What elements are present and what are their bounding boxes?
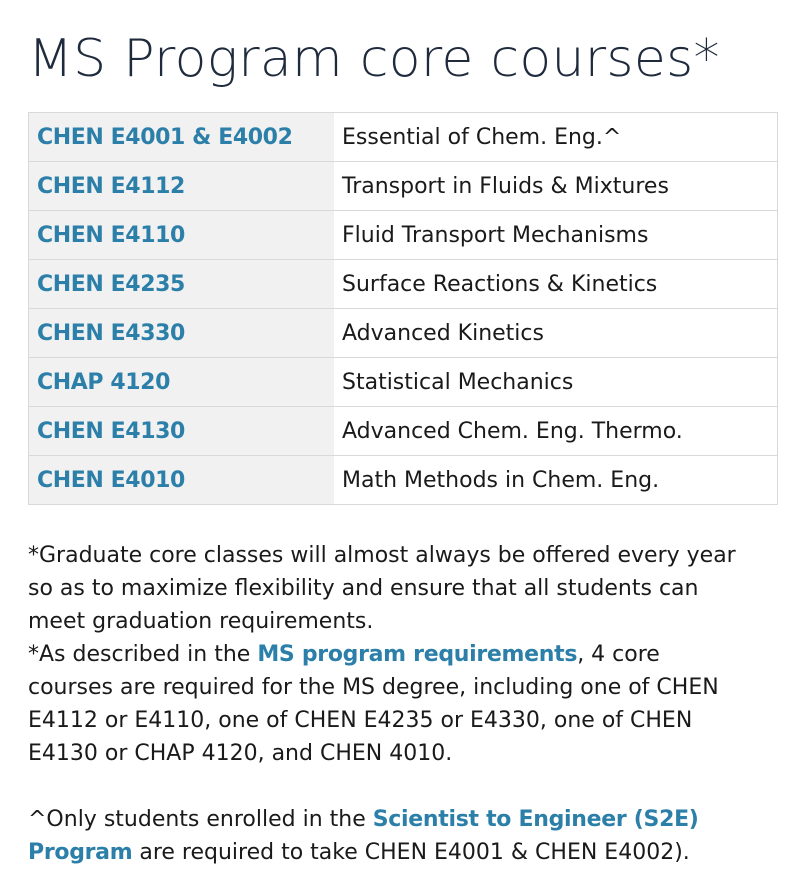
course-name: Advanced Kinetics (334, 309, 778, 358)
notes-section (28, 539, 748, 869)
course-code: CHAP 4120 (29, 358, 335, 407)
spacer (28, 770, 748, 803)
note-s2e (28, 803, 748, 869)
course-code: CHEN E4130 (29, 407, 335, 456)
course-code: CHEN E4001 & E4002 (29, 113, 335, 162)
course-code: CHEN E4010 (29, 456, 335, 505)
course-code: CHEN E4112 (29, 162, 335, 211)
table-row (29, 162, 778, 211)
course-name: Advanced Chem. Eng. Thermo. (334, 407, 778, 456)
table-row (29, 456, 778, 505)
note-ms-requirements (28, 638, 748, 770)
s2e-program-link[interactable]: Scientist to Engineer (S2E) Program (28, 807, 699, 865)
table-row (29, 309, 778, 358)
course-name: Math Methods in Chem. Eng. (334, 456, 778, 505)
ms-program-requirements-link[interactable]: MS program requirements (257, 642, 578, 667)
course-name: Essential of Chem. Eng.^ (334, 113, 778, 162)
course-name: Transport in Fluids & Mixtures (334, 162, 778, 211)
course-name: Fluid Transport Mechanisms (334, 211, 778, 260)
table-row (29, 260, 778, 309)
course-code: CHEN E4110 (29, 211, 335, 260)
course-code: CHEN E4235 (29, 260, 335, 309)
page-title: MS Program core courses* (28, 29, 720, 89)
course-code: CHEN E4330 (29, 309, 335, 358)
table-row (29, 358, 778, 407)
table-row (29, 113, 778, 162)
note-text: are required to take CHEN E4001 & CHEN E4002). (132, 840, 690, 865)
course-name: Surface Reactions & Kinetics (334, 260, 778, 309)
table-row (29, 211, 778, 260)
note-core-availability: *Graduate core classes will almost always be offered every year so as to maximize flexibility and ensure that all students can meet graduation requirements. (28, 543, 736, 634)
course-name: Statistical Mechanics (334, 358, 778, 407)
note-text: , 4 core courses are required for the MS degree, including one of CHEN E4112 or E4110, one of CHEN E4235 or E4330, one of CHEN E4130 or CHAP 4120, and CHEN 4010. (28, 642, 719, 766)
core-courses-table (28, 112, 778, 505)
note-text: *As described in the (28, 642, 258, 667)
table-row (29, 407, 778, 456)
note-text: ^Only students enrolled in the (28, 807, 373, 832)
